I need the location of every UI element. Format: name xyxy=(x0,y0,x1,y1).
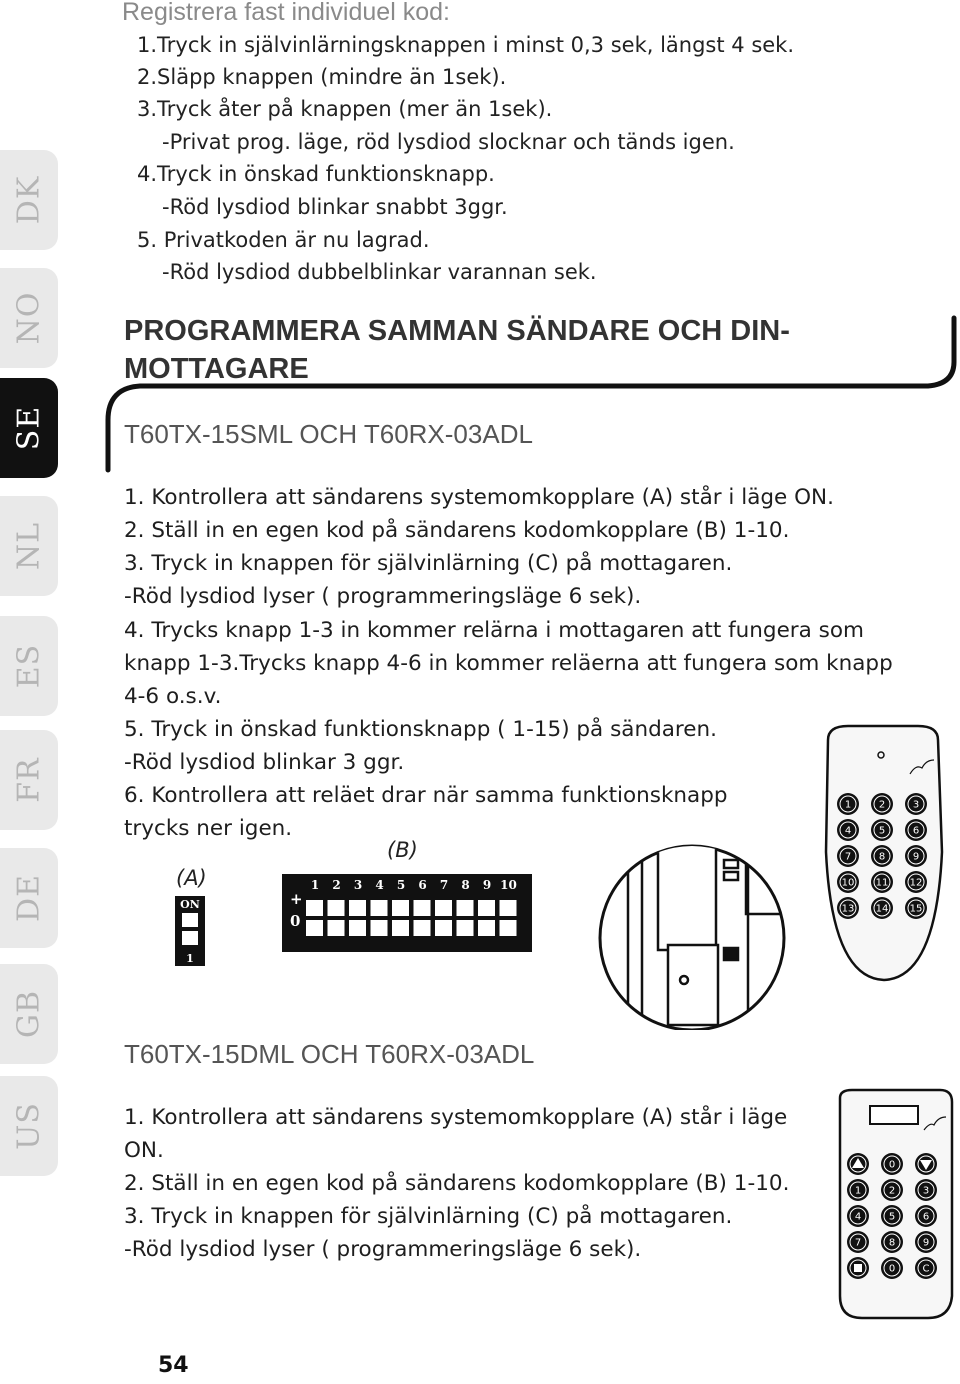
dip-slot-upper xyxy=(478,900,495,916)
dip-slot-upper xyxy=(500,900,517,916)
dip-number-label: 9 xyxy=(482,878,492,892)
language-tab-label: ES xyxy=(11,643,47,689)
label-b: (B) xyxy=(387,838,418,862)
language-tab-fr[interactable] xyxy=(0,730,58,830)
receiver-illustration xyxy=(598,820,790,1030)
dip-number-label: 6 xyxy=(418,878,427,892)
dip-slot-lower xyxy=(306,920,323,936)
remote-arrow-icon xyxy=(854,1264,862,1272)
code-switch-b xyxy=(282,874,534,954)
language-tab-label: SE xyxy=(11,405,47,451)
dip-slot-lower xyxy=(371,920,388,936)
part1-step-line: 3. Tryck in knappen för självinlärning (C) på mottagaren. xyxy=(124,551,733,576)
part1-step-line: 4-6 o.s.v. xyxy=(124,684,222,709)
language-tab-label: NL xyxy=(11,521,47,571)
label-a: (A) xyxy=(176,866,207,890)
dip-number-label: 1 xyxy=(310,878,320,892)
remote-key-label: 14 xyxy=(875,903,889,915)
dip-number-label: 8 xyxy=(461,878,470,892)
remote-key-label: 10 xyxy=(841,877,855,889)
remote-key-label: 7 xyxy=(854,1237,862,1249)
part1-step-line: -Röd lysdiod lyser ( programmeringsläge 6 sek). xyxy=(124,584,642,609)
dip-slot-lower xyxy=(349,920,366,936)
dip-slot-lower xyxy=(414,920,431,936)
remote-15sml xyxy=(818,722,950,992)
remote-key-label: 12 xyxy=(909,877,923,889)
remote-key-label: 5 xyxy=(878,825,886,837)
part1-step-line: knapp 1-3.Trycks knapp 4-6 in kommer reläerna att fungera som knapp xyxy=(124,651,893,676)
remote-key-label: 8 xyxy=(878,851,886,863)
remote-key-label: 13 xyxy=(841,903,855,915)
remote-15dml xyxy=(832,1086,958,1326)
dip-slot-upper xyxy=(328,900,345,916)
dip-plus-label: + xyxy=(290,890,303,908)
dip-number-label: 4 xyxy=(375,878,384,892)
dip-slot-upper xyxy=(349,900,366,916)
remote-key-label: 9 xyxy=(912,851,920,863)
switch-a-1-label: 1 xyxy=(186,952,194,965)
dip-number-label: 7 xyxy=(439,878,449,892)
part1-step-line: 2. Ställ in en egen kod på sändarens kodomkopplare (B) 1-10. xyxy=(124,518,790,543)
language-tab-es[interactable] xyxy=(0,616,58,716)
language-tab-label: DE xyxy=(11,874,47,922)
remote-key-label: 3 xyxy=(922,1185,930,1197)
remote-key-label: C xyxy=(922,1263,930,1275)
intro-step-line: -Röd lysdiod blinkar snabbt 3ggr. xyxy=(162,195,508,219)
language-tab-label: US xyxy=(11,1102,47,1150)
dip-slot-upper xyxy=(392,900,409,916)
section-frame xyxy=(0,0,960,480)
intro-step-line: 3.Tryck åter på knappen (mer än 1sek). xyxy=(137,97,553,121)
part2-step-line: 3. Tryck in knappen för självinlärning (C) på mottagaren. xyxy=(124,1204,733,1229)
dip-number-label: 5 xyxy=(396,878,406,892)
part1-step-line: 1. Kontrollera att sändarens systemomkopplare (A) står i läge ON. xyxy=(124,485,834,510)
remote-key-label: 2 xyxy=(878,799,886,811)
intro-step-line: 4.Tryck in önskad funktionsknapp. xyxy=(137,162,495,186)
dip-slot-upper xyxy=(457,900,474,916)
intro-step-line: 2.Släpp knappen (mindre än 1sek). xyxy=(137,65,507,89)
intro-step-line: 1.Tryck in självinlärningsknappen i minst 0,3 sek, längst 4 sek. xyxy=(137,33,795,57)
dip-slot-lower xyxy=(478,920,495,936)
dip-slot-lower xyxy=(435,920,452,936)
part2-step-line: -Röd lysdiod lyser ( programmeringsläge 6 sek). xyxy=(124,1237,642,1262)
section-heading-line1: PROGRAMMERA SAMMAN SÄNDARE OCH DIN- xyxy=(124,315,790,347)
dip-number-label: 3 xyxy=(353,878,363,892)
language-tab-gb[interactable] xyxy=(0,964,58,1064)
part1-step-line: trycks ner igen. xyxy=(124,816,293,841)
page-number: 54 xyxy=(158,1353,189,1378)
intro-title: Registrera fast individuel kod: xyxy=(122,0,450,26)
dip-slot-lower xyxy=(392,920,409,936)
remote-key-label: 2 xyxy=(888,1185,896,1197)
language-tab-nl[interactable] xyxy=(0,496,58,596)
language-tab-label: FR xyxy=(11,757,47,803)
dip-zero-label: 0 xyxy=(290,912,301,930)
remote-key-label: 3 xyxy=(912,799,920,811)
part1-subheading: T60TX-15SML OCH T60RX-03ADL xyxy=(124,419,533,449)
part2-step-line: 1. Kontrollera att sändarens systemomkopplare (A) står i läge xyxy=(124,1105,788,1130)
dip-slot-upper xyxy=(306,900,323,916)
part2-step-line: ON. xyxy=(124,1138,164,1163)
dip-slot-lower xyxy=(457,920,474,936)
remote-key-label: 6 xyxy=(922,1211,930,1223)
part1-step-line: -Röd lysdiod blinkar 3 ggr. xyxy=(124,750,405,775)
part1-step-line: 5. Tryck in önskad funktionsknapp ( 1-15) på sändaren. xyxy=(124,717,717,742)
part1-step-line: 4. Trycks knapp 1-3 in kommer relärna i mottagaren att fungera som xyxy=(124,618,864,643)
language-tab-us[interactable] xyxy=(0,1076,58,1176)
remote-key-label: 4 xyxy=(844,825,852,837)
dip-slot-upper xyxy=(435,900,452,916)
dip-slot-upper xyxy=(414,900,431,916)
remote-key-label: 1 xyxy=(844,799,852,811)
switch-a-on-label: ON xyxy=(180,898,200,911)
dip-number-label: 2 xyxy=(332,878,341,892)
remote-key-label: 6 xyxy=(912,825,920,837)
intro-step-line: 5. Privatkoden är nu lagrad. xyxy=(137,228,430,252)
language-tab-label: NO xyxy=(11,291,47,345)
intro-step-line: -Privat prog. läge, röd lysdiod slocknar och tänds igen. xyxy=(162,130,735,154)
part1-step-line: 6. Kontrollera att reläet drar när samma funktionsknapp xyxy=(124,783,728,808)
remote-key-label: 5 xyxy=(888,1211,896,1223)
remote-key-label: 0 xyxy=(888,1159,896,1171)
part2-step-line: 2. Ställ in en egen kod på sändarens kodomkopplare (B) 1-10. xyxy=(124,1171,790,1196)
remote-key-label: 15 xyxy=(909,903,923,915)
language-tab-de[interactable] xyxy=(0,848,58,948)
dip-slot-lower xyxy=(328,920,345,936)
part2-subheading: T60TX-15DML OCH T60RX-03ADL xyxy=(124,1039,535,1069)
remote-key-label: 4 xyxy=(854,1211,862,1223)
language-tab-label: DK xyxy=(11,175,47,225)
remote-key-label: 9 xyxy=(922,1237,930,1249)
dip-slot-upper xyxy=(371,900,388,916)
language-tab-label: GB xyxy=(11,989,47,1039)
remote-key-label: 7 xyxy=(844,851,852,863)
remote-key-label: 0 xyxy=(888,1263,896,1275)
remote-key-label: 1 xyxy=(854,1185,862,1197)
section-heading-line2: MOTTAGARE xyxy=(124,353,309,385)
dip-slot-lower xyxy=(500,920,517,936)
remote-key-label: 8 xyxy=(888,1237,896,1249)
intro-step-line: -Röd lysdiod dubbelblinkar varannan sek. xyxy=(162,260,597,284)
remote-key-label: 11 xyxy=(875,877,889,889)
system-switch-a xyxy=(174,895,208,969)
dip-number-label: 10 xyxy=(500,878,517,892)
